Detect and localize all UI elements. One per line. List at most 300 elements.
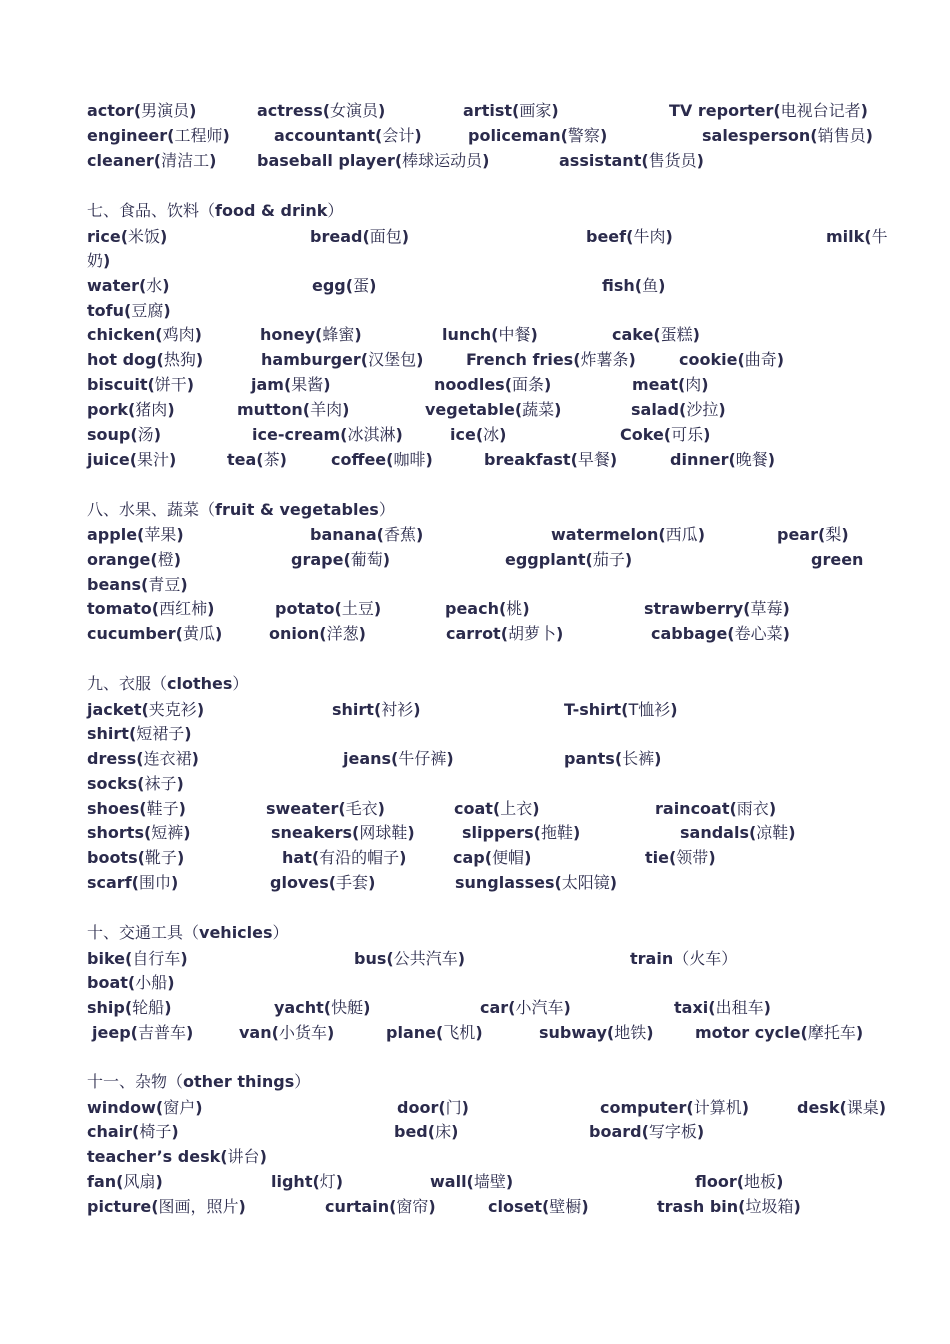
vocab-close-paren: ) <box>399 848 407 867</box>
vocab-chinese: 手套 <box>336 873 369 892</box>
vocab-chinese: 橙 <box>157 550 174 569</box>
vocab-close-paren: ) <box>581 1197 589 1216</box>
vocab-english: cake( <box>612 325 661 344</box>
section-heading <box>87 199 343 223</box>
vocab-row <box>0 249 950 273</box>
vocab-entry <box>466 348 636 372</box>
vocab-english: picture( <box>87 1197 159 1216</box>
vocab-english: plane( <box>386 1023 444 1042</box>
vocab-close-paren: ) <box>599 126 608 145</box>
vocab-close-paren: ) <box>532 799 540 818</box>
section-heading <box>87 672 248 696</box>
vocab-english: honey( <box>260 325 323 344</box>
vocab-entry <box>620 423 710 447</box>
vocab-close-paren: ) <box>194 325 202 344</box>
vocab-english: yacht( <box>274 998 332 1017</box>
vocab-entry <box>657 1195 801 1219</box>
vocab-english: apple( <box>87 525 145 544</box>
vocab-chinese: 炸薯条 <box>580 350 629 369</box>
vocab-english: mutton( <box>237 400 311 419</box>
vocab-close-paren: ) <box>358 624 366 643</box>
vocab-chinese: 香蕉 <box>383 525 416 544</box>
vocab-close-paren: ) <box>167 973 175 992</box>
vocab-close-paren: ) <box>222 126 230 145</box>
vocab-entry <box>445 597 530 621</box>
vocab-entry <box>87 1170 163 1194</box>
vocab-entry <box>612 323 700 347</box>
vocab-chinese: 凉鞋 <box>756 823 789 842</box>
vocab-close-paren: ) <box>665 227 673 246</box>
vocab-entry <box>453 846 531 870</box>
vocab-row <box>0 398 950 422</box>
vocab-english: fish( <box>602 276 643 295</box>
vocab-chinese: 米饭 <box>128 227 161 246</box>
vocab-english: car( <box>480 998 516 1017</box>
vocab-entry <box>331 448 433 472</box>
vocab-entry <box>87 423 161 447</box>
vocab-chinese: 飞机 <box>443 1023 476 1042</box>
vocab-entry <box>87 1096 203 1120</box>
vocab-close-paren: ) <box>416 350 424 369</box>
vocab-close-paren: ) <box>609 873 618 892</box>
section-heading-close: ） <box>294 1072 311 1091</box>
vocab-english: jeans( <box>343 749 399 768</box>
vocab-chinese: 轮船 <box>132 998 165 1017</box>
vocab-chinese: 短裙子 <box>136 724 185 743</box>
vocab-english: engineer( <box>87 126 175 145</box>
vocab-chinese: 茶 <box>263 450 280 469</box>
vocab-chinese: 西瓜 <box>665 525 698 544</box>
vocab-english: shoes( <box>87 799 147 818</box>
vocab-english: tomato( <box>87 599 160 618</box>
vocab-close-paren: ) <box>178 799 186 818</box>
vocab-chinese: 土豆 <box>341 599 374 618</box>
vocab-chinese: （火车） <box>673 949 738 968</box>
section-heading-close: ） <box>378 500 395 519</box>
vocab-entry <box>826 225 888 249</box>
vocab-entry <box>271 1170 343 1194</box>
vocab-close-paren: ) <box>395 425 403 444</box>
vocab-close-paren: ) <box>609 450 618 469</box>
vocab-chinese: 领带 <box>676 848 709 867</box>
vocab-close-paren: ) <box>209 151 217 170</box>
vocab-row <box>0 448 950 472</box>
vocab-english: taxi( <box>674 998 716 1017</box>
vocab-row <box>0 274 950 298</box>
section-heading <box>87 921 289 945</box>
vocab-english: boots( <box>87 848 145 867</box>
vocab-chinese: 汉堡包 <box>368 350 417 369</box>
vocab-chinese: 衬衫 <box>381 700 414 719</box>
vocab-entry <box>87 149 216 173</box>
vocab-chinese: 窗帘 <box>396 1197 429 1216</box>
vocab-close-paren: ) <box>554 400 562 419</box>
vocab-chinese: 警察 <box>567 126 600 145</box>
vocab-close-paren: ) <box>708 848 716 867</box>
vocab-chinese: 快艇 <box>331 998 364 1017</box>
vocab-english: rice( <box>87 227 129 246</box>
vocab-chinese: 公共汽车 <box>393 949 458 968</box>
vocab-entry <box>257 149 489 173</box>
vocab-close-paren: ) <box>167 400 175 419</box>
vocab-close-paren: ) <box>195 1098 203 1117</box>
section-heading-line <box>0 672 950 696</box>
vocab-english: grape( <box>291 550 351 569</box>
vocab-english: tea( <box>227 450 264 469</box>
vocab-chinese: 青豆 <box>148 575 181 594</box>
vocab-chinese: 牛肉 <box>633 227 666 246</box>
vocab-close-paren: ) <box>696 151 704 170</box>
vocab-chinese: 沙拉 <box>686 400 719 419</box>
vocab-entry <box>271 821 415 845</box>
vocab-chinese: 小船 <box>135 973 168 992</box>
vocab-english: shorts( <box>87 823 152 842</box>
vocab-english: sandals( <box>680 823 757 842</box>
vocab-close-paren: ) <box>628 350 636 369</box>
vocab-english: banana( <box>310 525 384 544</box>
vocab-chinese: 连衣裙 <box>143 749 192 768</box>
vocab-entry <box>87 548 181 572</box>
vocab-chinese: 肉 <box>685 375 702 394</box>
vocab-english: door( <box>397 1098 446 1117</box>
vocab-english: shirt( <box>332 700 382 719</box>
vocab-chinese: 蜂蜜 <box>322 325 355 344</box>
vocab-entry <box>87 996 172 1020</box>
vocab-close-paren: ) <box>841 525 849 544</box>
vocab-chinese: 早餐 <box>577 450 610 469</box>
vocab-entry <box>670 448 775 472</box>
vocab-close-paren: ) <box>855 1023 864 1042</box>
vocab-entry <box>455 871 617 895</box>
vocab-close-paren: ) <box>169 450 177 469</box>
vocab-row <box>0 548 950 572</box>
vocab-chinese: 鸡肉 <box>162 325 195 344</box>
vocab-english: peach( <box>445 599 507 618</box>
vocab-entry <box>252 423 403 447</box>
vocab-chinese: 卷心菜 <box>734 624 783 643</box>
vocab-english: TV reporter( <box>669 101 781 120</box>
vocab-row <box>0 971 950 995</box>
vocab-chinese: 热狗 <box>163 350 196 369</box>
vocab-close-paren: ) <box>697 525 705 544</box>
vocab-english: cap( <box>453 848 493 867</box>
vocab-chinese: 中餐 <box>498 325 531 344</box>
vocab-english: lunch( <box>442 325 499 344</box>
vocab-close-paren: ) <box>189 101 197 120</box>
vocab-english: socks( <box>87 774 145 793</box>
vocab-close-paren: ) <box>354 325 362 344</box>
vocab-entry <box>310 225 409 249</box>
vocab-english: green <box>811 550 864 569</box>
vocab-close-paren: ) <box>860 101 868 120</box>
vocab-close-paren: ) <box>180 575 188 594</box>
vocab-row <box>0 348 950 372</box>
vocab-chinese: 黄瓜 <box>182 624 215 643</box>
vocab-entry <box>631 398 726 422</box>
vocab-chinese: 曲奇 <box>744 350 777 369</box>
vocab-entry <box>488 1195 589 1219</box>
vocab-row <box>0 1195 950 1219</box>
section-heading-line <box>0 199 950 223</box>
vocab-entry <box>797 1096 886 1120</box>
vocab-english: actor( <box>87 101 142 120</box>
vocab-close-paren: ) <box>164 998 172 1017</box>
vocab-row <box>0 124 950 148</box>
vocab-close-paren: ) <box>788 823 796 842</box>
vocab-row <box>0 747 950 771</box>
vocab-english: hot dog( <box>87 350 164 369</box>
vocab-english: boat( <box>87 973 136 992</box>
vocab-english: ship( <box>87 998 133 1017</box>
vocab-entry <box>397 1096 469 1120</box>
vocab-chinese: 牛仔裤 <box>398 749 447 768</box>
vocab-close-paren: ) <box>768 799 777 818</box>
vocab-english: floor( <box>695 1172 745 1191</box>
vocab-entry <box>87 523 184 547</box>
vocab-chinese: 毛衣 <box>345 799 378 818</box>
vocab-entry <box>87 622 222 646</box>
vocab-close-paren: ) <box>670 700 678 719</box>
vocab-close-paren: ) <box>524 848 532 867</box>
vocab-close-paren: ) <box>776 350 785 369</box>
vocab-entry <box>651 622 790 646</box>
vocab-close-paren: ) <box>368 873 376 892</box>
vocab-close-paren: ) <box>176 774 184 793</box>
vocab-chinese: 会计 <box>382 126 415 145</box>
vocab-close-paren: ) <box>475 1023 483 1042</box>
vocab-entry <box>312 274 376 298</box>
vocab-chinese: 地板 <box>744 1172 777 1191</box>
vocab-chinese: 图画，照片 <box>158 1197 239 1216</box>
vocab-row <box>0 698 950 722</box>
vocab-entry <box>87 249 110 273</box>
vocab-english: meat( <box>632 375 686 394</box>
section-heading-english: vehicles <box>199 923 273 942</box>
vocab-close-paren: ) <box>544 375 552 394</box>
vocab-english: accountant( <box>274 126 383 145</box>
vocab-chinese: 冰淇淋 <box>347 425 396 444</box>
vocab-chinese: 墙壁 <box>473 1172 506 1191</box>
vocab-chinese: 壁橱 <box>549 1197 582 1216</box>
vocab-entry <box>266 797 385 821</box>
vocab-row <box>0 996 950 1020</box>
vocab-close-paren: ) <box>342 400 350 419</box>
vocab-english: salesperson( <box>702 126 818 145</box>
vocab-english: trash bin( <box>657 1197 746 1216</box>
vocab-entry <box>257 99 385 123</box>
vocab-english: baseball player( <box>257 151 403 170</box>
vocab-entry <box>87 323 202 347</box>
vocab-chinese: 果酱 <box>291 375 324 394</box>
section-heading-line <box>0 921 950 945</box>
section-heading-english: food & drink <box>215 201 328 220</box>
vocab-chinese: 拖鞋 <box>540 823 573 842</box>
vocab-entry <box>237 398 349 422</box>
vocab-english: jeep( <box>92 1023 138 1042</box>
vocab-english: wall( <box>430 1172 474 1191</box>
vocab-row <box>0 947 950 971</box>
vocab-english: tie( <box>645 848 677 867</box>
vocab-english: artist( <box>463 101 520 120</box>
vocab-english: van( <box>239 1023 279 1042</box>
section-heading-close: ） <box>327 201 344 220</box>
vocab-entry <box>92 1021 193 1045</box>
vocab-close-paren: ) <box>763 998 771 1017</box>
vocab-entry <box>87 1195 246 1219</box>
vocab-english: computer( <box>600 1098 694 1117</box>
vocab-close-paren: ) <box>530 325 538 344</box>
vocab-entry <box>695 1170 783 1194</box>
vocab-entry <box>669 99 868 123</box>
vocab-chinese: 桃 <box>506 599 523 618</box>
section-heading-number: 十一、杂物（ <box>87 1072 184 1091</box>
vocab-english: Coke( <box>620 425 672 444</box>
vocab-entry <box>630 947 737 971</box>
vocab-close-paren: ) <box>363 998 371 1017</box>
vocab-close-paren: ) <box>782 599 790 618</box>
vocab-chinese: 有沿的帽子 <box>319 848 400 867</box>
vocab-chinese: 苹果 <box>144 525 177 544</box>
vocab-english: curtain( <box>325 1197 397 1216</box>
vocab-row <box>0 772 950 796</box>
vocab-chinese: 奶 <box>87 251 104 270</box>
vocab-entry <box>87 698 204 722</box>
vocab-close-paren: ) <box>624 550 633 569</box>
vocab-chinese: 长裤 <box>622 749 655 768</box>
section-heading-number: 七、食品、饮料（ <box>87 201 216 220</box>
vocab-english: bus( <box>354 949 394 968</box>
vocab-row <box>0 225 950 249</box>
vocab-chinese: 梨 <box>825 525 842 544</box>
vocab-english: sunglasses( <box>455 873 562 892</box>
vocab-entry <box>87 573 188 597</box>
section-heading-english: other things <box>183 1072 295 1091</box>
vocab-entry <box>87 448 176 472</box>
vocab-entry <box>463 99 559 123</box>
vocab-english: fan( <box>87 1172 124 1191</box>
vocab-close-paren: ) <box>401 227 410 246</box>
section-heading-number: 九、衣服（ <box>87 674 168 693</box>
vocab-entry <box>87 846 184 870</box>
vocab-entry <box>551 523 705 547</box>
vocab-close-paren: ) <box>793 1197 801 1216</box>
vocab-chinese: 椅子 <box>139 1122 172 1141</box>
vocab-close-paren: ) <box>428 1197 436 1216</box>
vocab-english: potato( <box>275 599 342 618</box>
section-heading-close: ） <box>272 923 289 942</box>
section-heading-number: 十、交通工具（ <box>87 923 200 942</box>
vocab-close-paren: ) <box>176 848 185 867</box>
vocab-chinese: 出租车 <box>715 998 764 1017</box>
vocab-chinese: 棒球运动员 <box>402 151 483 170</box>
vocab-english: pants( <box>564 749 623 768</box>
vocab-chinese: 面条 <box>512 375 545 394</box>
vocab-chinese: T恤衫 <box>628 700 671 719</box>
vocab-entry <box>274 996 370 1020</box>
vocab-close-paren: ) <box>522 599 530 618</box>
vocab-chinese: 清洁工 <box>161 151 210 170</box>
vocab-close-paren: ) <box>461 1098 469 1117</box>
vocab-close-paren: ) <box>326 1023 335 1042</box>
vocab-entry <box>239 1021 334 1045</box>
vocab-chinese: 洋葱 <box>326 624 359 643</box>
vocab-row <box>0 299 950 323</box>
vocab-entry <box>87 797 186 821</box>
vocab-entry <box>695 1021 863 1045</box>
vocab-close-paren: ) <box>505 1172 514 1191</box>
vocab-entry <box>87 1145 267 1169</box>
vocab-chinese: 床 <box>435 1122 452 1141</box>
vocab-chinese: 小汽车 <box>515 998 564 1017</box>
vocab-entry <box>777 523 849 547</box>
vocab-english: eggplant( <box>505 550 593 569</box>
vocab-row <box>0 797 950 821</box>
vocab-entry <box>270 871 375 895</box>
vocab-chinese: 饼干 <box>154 375 187 394</box>
vocab-entry <box>702 124 873 148</box>
vocab-close-paren: ) <box>186 375 195 394</box>
vocab-chinese: 摩托车 <box>807 1023 856 1042</box>
vocab-english: T-shirt( <box>564 700 629 719</box>
section-heading-english: fruit & vegetables <box>215 500 379 519</box>
vocab-close-paren: ) <box>153 425 161 444</box>
vocab-close-paren: ) <box>457 949 466 968</box>
vocab-english: pork( <box>87 400 136 419</box>
vocab-english: coffee( <box>331 450 394 469</box>
vocab-entry <box>251 373 331 397</box>
vocab-chinese: 电视台记者 <box>780 101 861 120</box>
vocab-english: sweater( <box>266 799 346 818</box>
vocab-chinese: 便帽 <box>492 848 525 867</box>
vocab-row <box>0 149 950 173</box>
vocab-chinese: 可乐 <box>671 425 704 444</box>
vocab-entry <box>446 622 563 646</box>
vocab-row <box>0 99 950 123</box>
vocab-close-paren: ) <box>378 101 386 120</box>
vocab-close-paren: ) <box>407 823 415 842</box>
vocab-chinese: 蛋糕 <box>660 325 693 344</box>
vocab-english: biscuit( <box>87 375 155 394</box>
vocab-chinese: 画家 <box>519 101 552 120</box>
vocab-close-paren: ) <box>163 301 171 320</box>
section-heading <box>87 498 395 522</box>
vocab-entry <box>332 698 421 722</box>
vocab-chinese: 袜子 <box>144 774 177 793</box>
vocab-entry <box>291 548 390 572</box>
vocab-english: board( <box>589 1122 649 1141</box>
vocab-entry <box>87 722 192 746</box>
vocab-chinese: 蔬菜 <box>522 400 555 419</box>
vocab-close-paren: ) <box>369 276 377 295</box>
vocab-chinese: 围巾 <box>138 873 171 892</box>
vocab-entry <box>87 947 188 971</box>
vocab-entry <box>269 622 366 646</box>
vocab-english: actress( <box>257 101 331 120</box>
vocab-entry <box>325 1195 436 1219</box>
vocab-english: ice( <box>450 425 484 444</box>
vocab-english: assistant( <box>559 151 649 170</box>
vocab-row <box>0 597 950 621</box>
vocab-chinese: 鱼 <box>642 276 659 295</box>
vocab-chinese: 计算机 <box>693 1098 742 1117</box>
vocab-chinese: 地铁 <box>614 1023 647 1042</box>
vocab-english: salad( <box>631 400 687 419</box>
vocab-english: ice-cream( <box>252 425 348 444</box>
vocab-close-paren: ) <box>195 350 204 369</box>
vocab-english: pear( <box>777 525 826 544</box>
vocab-entry <box>430 1170 513 1194</box>
vocab-entry <box>87 99 196 123</box>
